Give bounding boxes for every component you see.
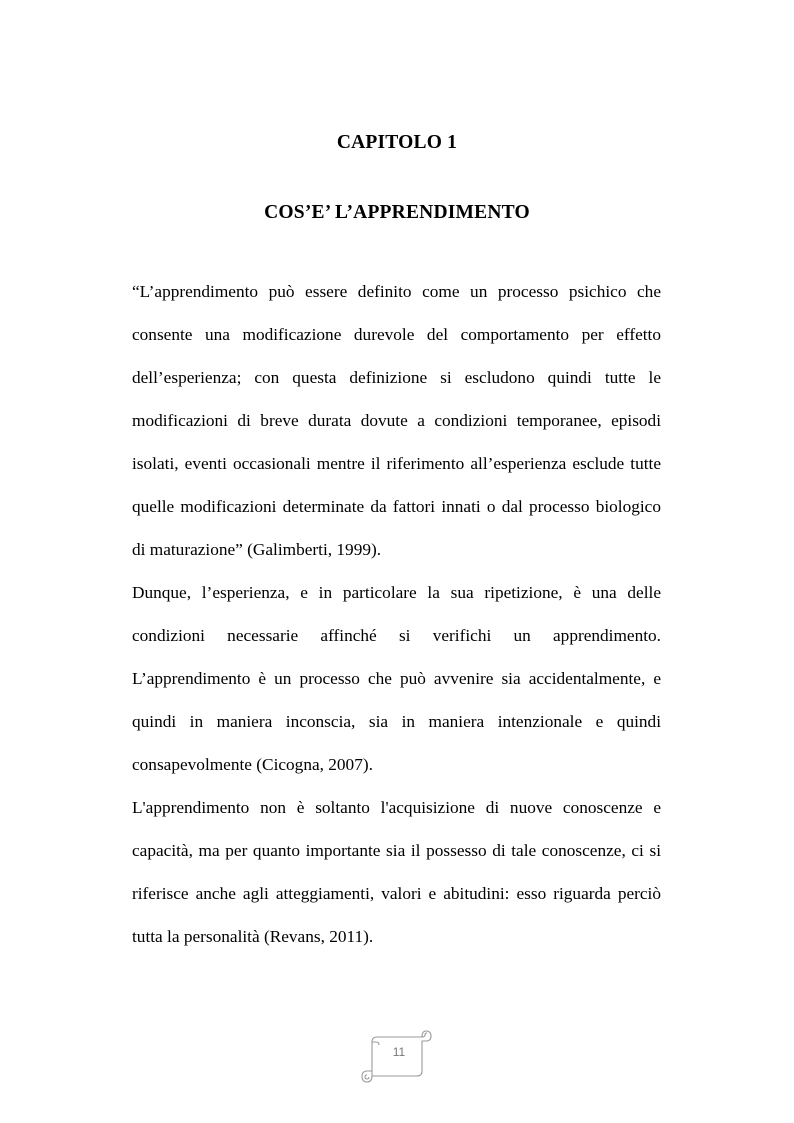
paragraph-personality: L'apprendimento non è soltanto l'acquisizione di nuove conoscenze e capacità, ma per quanto importante sia il possesso di tale conoscenze, ci si riferisce anche agli atteggiamenti, valori e abitudini: esso riguarda perciò tutta la personalità (Revans, 2011).: [132, 798, 661, 946]
page-number: 11: [392, 1045, 406, 1059]
page-number-ornament: [360, 1029, 434, 1085]
paragraph-definition: “L’apprendimento può essere definito come un processo psichico che consente una modificazione durevole del comportamento per effetto dell’esperienza; con questa definizione si escludono quindi tutte le modificazioni di breve durata dovute a condizioni temporanee, episodi isolati, eventi occasionali mentre il riferimento all’esperienza esclude tutte quelle modificazioni determinate da fattori innati o dal processo biologico di maturazione” (Galimberti, 1999).: [132, 282, 661, 559]
chapter-title: COS’E’ L’APPRENDIMENTO: [264, 202, 530, 223]
body-text: [132, 270, 661, 958]
paragraph-experience: Dunque, l’esperienza, e in particolare la sua ripetizione, è una delle condizioni necessarie affinché si verifichi un apprendimento. L’apprendimento è un processo che può avvenire sia accidentalmente, e quindi in maniera inconscia, sia in maniera intenzionale e quindi consapevolmente (Cicogna, 2007).: [132, 583, 661, 774]
chapter-number: CAPITOLO 1: [336, 132, 458, 153]
